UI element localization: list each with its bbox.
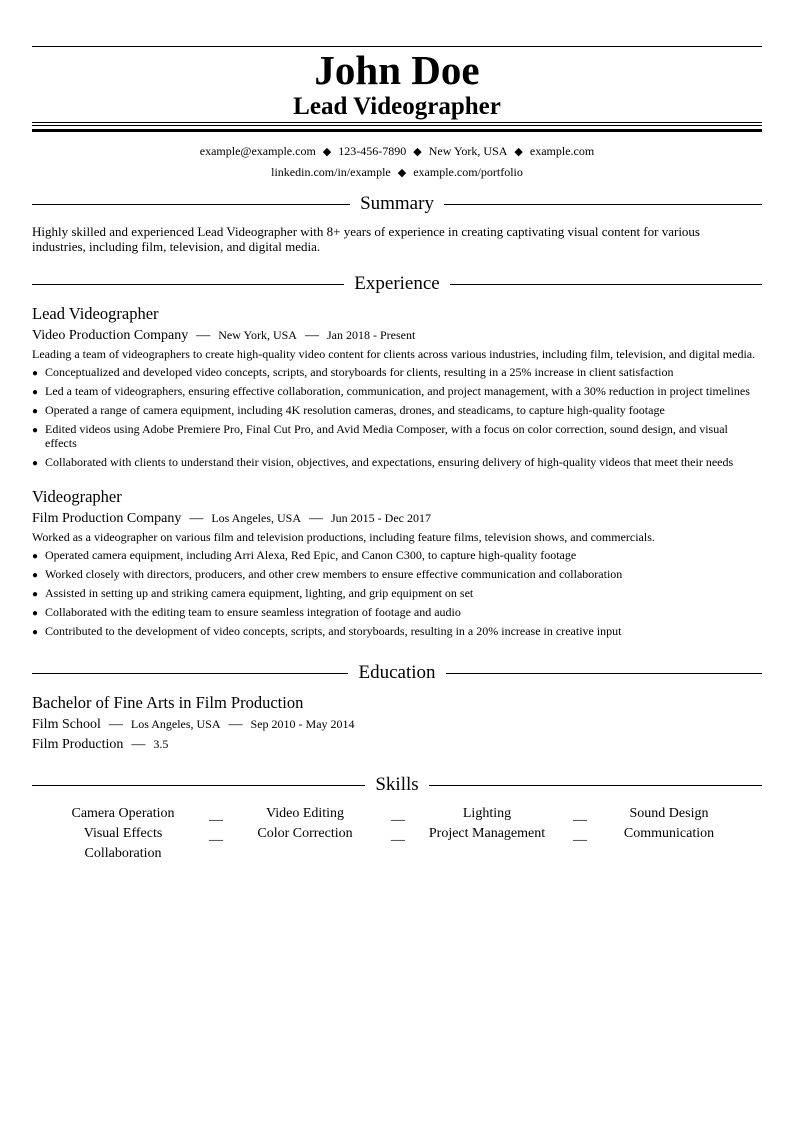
bullet-icon: ● — [32, 589, 39, 600]
job-meta — [32, 509, 762, 528]
skill-item: Lighting __ — [396, 804, 578, 824]
header-rule-thin-1 — [32, 122, 762, 123]
contact-website[interactable]: example.com — [529, 144, 595, 158]
contact-portfolio[interactable]: example.com/portfolio — [413, 165, 523, 179]
education-heading: Education — [358, 662, 436, 683]
list-item: ● Operated a range of camera equipment, including 4K resolution cameras, drones, and steadicams, to capture high-quality footage — [32, 403, 665, 417]
bullet-icon: ● — [32, 425, 39, 436]
bullet-icon: ● — [32, 627, 39, 638]
contact-phone[interactable]: 123-456-7890 — [338, 144, 407, 158]
skill-separator: __ — [573, 828, 587, 843]
education-section-header — [32, 661, 762, 685]
contact-email[interactable]: example@example.com — [199, 144, 316, 158]
bullet-icon: ● — [32, 387, 39, 398]
dash-separator: — — [309, 511, 324, 526]
dash-separator: — — [304, 328, 319, 343]
bullet-icon: ● — [32, 608, 39, 619]
skill-item: Visual Effects __ — [32, 824, 214, 844]
dash-separator: — — [189, 511, 204, 526]
skill-item: Video Editing __ — [214, 804, 396, 824]
candidate-name: John Doe — [314, 47, 480, 93]
dash-separator: — — [228, 717, 243, 732]
education-entry — [32, 693, 762, 754]
school-name: Film School — [32, 717, 101, 732]
skill-separator: __ — [209, 828, 223, 843]
job-title: Videographer — [32, 487, 122, 506]
job-bullets — [32, 548, 762, 638]
section-rule-right — [446, 673, 762, 674]
experience-section-header — [32, 272, 762, 296]
skill-item: Sound Design — [629, 806, 709, 821]
experience-heading: Experience — [354, 273, 440, 294]
job-company: Video Production Company — [32, 328, 189, 343]
job-description: Worked as a videographer on various film and television productions, including feature films, television shows, and commercials. — [32, 530, 655, 544]
job-title: Lead Videographer — [32, 304, 159, 323]
section-rule-left — [32, 785, 365, 786]
skills-row — [32, 824, 762, 844]
summary-text: Highly skilled and experienced Lead Videographer with 8+ years of experience in creating captivating visual content for various industries, including film, television, and digital media. — [32, 224, 700, 254]
job-dates: Jan 2018 - Present — [326, 328, 416, 342]
skills-section-header — [32, 773, 762, 797]
list-item: ● Operated camera equipment, including Arri Alexa, Red Epic, and Canon C300, to capture high-quality footage — [32, 548, 577, 562]
section-rule-right — [444, 204, 762, 205]
contact-location: New York, USA — [428, 144, 508, 158]
skill-item: Communication — [623, 826, 715, 841]
list-item: ● Collaborated with clients to understand their vision, objectives, and expectations, ensuring delivery of high-quality videos that meet their needs — [32, 455, 734, 469]
bullet-icon: ● — [32, 570, 39, 581]
summary-heading: Summary — [360, 193, 434, 214]
education-gpa: 3.5 — [153, 737, 169, 751]
list-item: ● Edited videos using Adobe Premiere Pro, Final Cut Pro, and Avid Media Composer, with a focus on color correction, sound design, and visual effects — [32, 422, 728, 450]
skill-separator: __ — [573, 808, 587, 823]
contact-line-1 — [32, 143, 762, 160]
list-item: ● Conceptualized and developed video concepts, scripts, and storyboards for clients, resulting in a 25% increase in client satisfaction — [32, 365, 674, 379]
skill-item: Color Correction __ — [214, 824, 396, 844]
education-dates: Sep 2010 - May 2014 — [250, 717, 355, 731]
skills-grid — [32, 804, 762, 864]
school-location: Los Angeles, USA — [130, 717, 221, 731]
skill-separator: __ — [391, 828, 405, 843]
skills-heading: Skills — [375, 774, 419, 795]
skill-item: Camera Operation __ — [32, 804, 214, 824]
section-rule-left — [32, 204, 350, 205]
diamond-separator-icon: ◆ — [397, 167, 407, 179]
dash-separator: — — [131, 737, 146, 752]
job-bullets — [32, 365, 762, 469]
list-item: ● Collaborated with the editing team to ensure seamless integration of footage and audio — [32, 605, 461, 619]
list-item: ● Led a team of videographers, ensuring effective collaboration, communication, and project management, with a 30% reduction in project timelines — [32, 384, 750, 398]
skills-row — [32, 804, 762, 824]
section-rule-right — [429, 785, 762, 786]
experience-entry-1 — [32, 304, 762, 474]
section-rule-right — [450, 284, 762, 285]
job-location: Los Angeles, USA — [211, 511, 302, 525]
job-company: Film Production Company — [32, 511, 182, 526]
job-description: Leading a team of videographers to create high-quality video content for clients across various industries, including film, television, and digital media. — [32, 347, 756, 361]
job-location: New York, USA — [218, 328, 297, 342]
skill-item: Collaboration — [84, 846, 162, 861]
skills-row — [32, 844, 762, 864]
list-item: ● Worked closely with directors, producers, and other crew members to ensure effective communication and collaboration — [32, 567, 623, 581]
bullet-icon: ● — [32, 551, 39, 562]
education-field-line — [32, 735, 762, 754]
bullet-icon: ● — [32, 406, 39, 417]
summary-section-header — [32, 192, 762, 216]
candidate-title: Lead Videographer — [293, 93, 501, 120]
experience-entry-2 — [32, 487, 762, 643]
skill-separator: __ — [391, 808, 405, 823]
diamond-separator-icon: ◆ — [514, 146, 523, 158]
bullet-icon: ● — [32, 458, 39, 469]
contact-linkedin[interactable]: linkedin.com/in/example — [271, 165, 391, 179]
section-rule-left — [32, 284, 344, 285]
diamond-separator-icon: ◆ — [322, 146, 332, 158]
dash-separator: — — [108, 717, 123, 732]
contact-line-2 — [32, 164, 762, 181]
bullet-icon: ● — [32, 368, 39, 379]
skill-separator: __ — [209, 808, 223, 823]
header-rule-thick — [32, 129, 762, 132]
list-item: ● Assisted in setting up and striking camera equipment, lighting, and grip equipment on set — [32, 586, 474, 600]
education-meta — [32, 715, 762, 734]
job-dates: Jun 2015 - Dec 2017 — [331, 511, 431, 525]
dash-separator: — — [196, 328, 211, 343]
skill-item: Project Management __ — [396, 824, 578, 844]
education-field: Film Production — [32, 737, 124, 752]
job-meta — [32, 326, 762, 345]
header-rule-thin-2 — [32, 125, 762, 126]
diamond-separator-icon: ◆ — [413, 146, 422, 158]
list-item: ● Contributed to the development of video concepts, scripts, and storyboards, resulting in a 20% increase in creative input — [32, 624, 622, 638]
section-rule-left — [32, 673, 348, 674]
degree-title: Bachelor of Fine Arts in Film Production — [32, 693, 304, 712]
